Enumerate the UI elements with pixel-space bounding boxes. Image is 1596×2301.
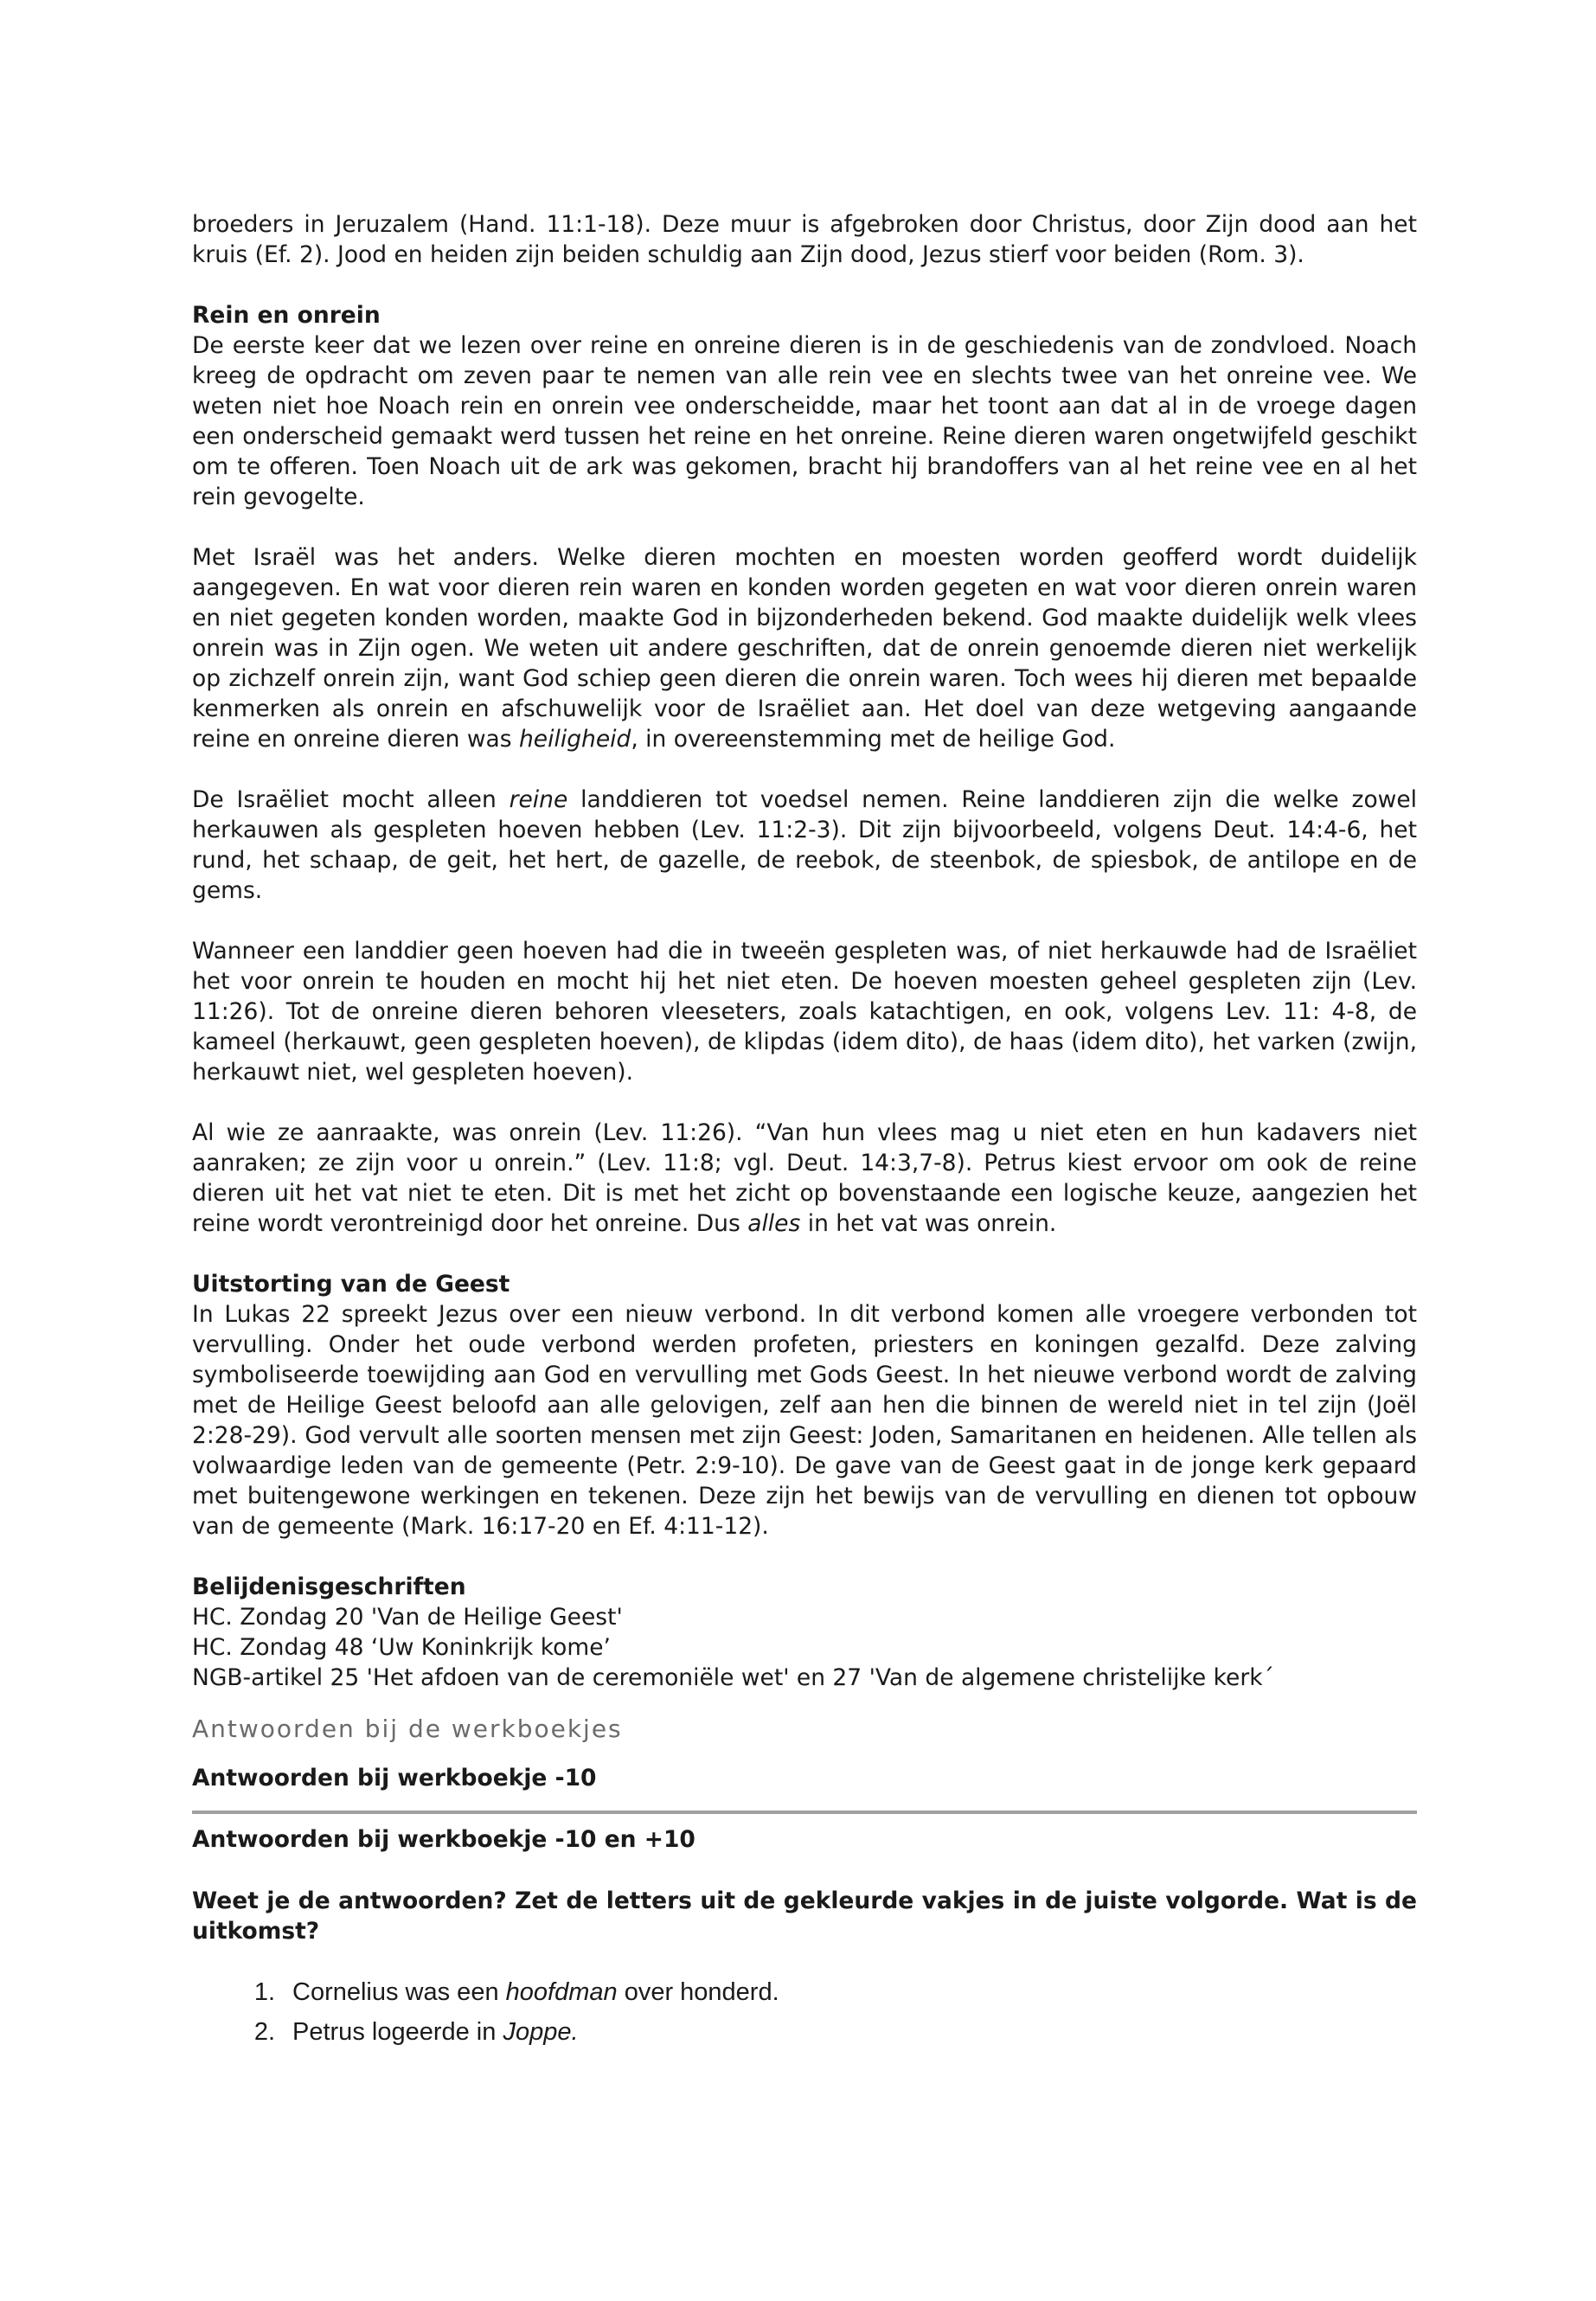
heading-rein-en-onrein: Rein en onrein [192, 302, 381, 329]
rein-paragraph-1: De eerste keer dat we lezen over reine en onreine dieren is in de geschiedenis van de zondvloed. Noach kreeg de opdracht om zeven paar te nemen van alle rein vee en slechts twee van het onreine vee. We weten niet hoe Noach rein en onrein vee onderscheidde, maar het toont aan dat al in de vroege dagen een onderscheid gemaakt werd tussen het reine en het onreine. Reine dieren waren ongetwijfeld geschikt om te offeren. Toen Noach uit de ark was gekomen, bracht hij brandoffers van al het reine vee en al het rein gevogelte. [192, 332, 1417, 510]
rein-paragraph-2: Met Israël was het anders. Welke dieren mochten en moesten worden geofferd wordt duidelijk aangegeven. En wat voor dieren rein waren en konden worden gegeten en wat voor dieren onrein waren en niet gegeten konden worden, maakte God in bijzonderheden bekend. God maakte duidelijk welk vlees onrein was in Zijn ogen. We weten uit andere geschriften, dat de onrein genoemde dieren niet werkelijk op zichzelf onrein zijn, want God schiep geen dieren die onrein waren. Toch wees hij dieren met bepaalde kenmerken als onrein en afschuwelijk voor de Israëliet aan. Het doel van deze wetgeving aangaande reine en onreine dieren was heiligheid, in overeenstemming met de heilige God. [192, 544, 1417, 753]
rein-paragraph-5: Al wie ze aanraakte, was onrein (Lev. 11:26). “Van hun vlees mag u niet eten en hun kadavers niet aanraken; ze zijn voor u onrein.” (Lev. 11:8; vgl. Deut. 14:3,7-8). Petrus kiest ervoor om ook de reine dieren uit het vat niet te eten. Dit is met het zicht op bovenstaande een logische keuze, aangezien het reine wordt verontreinigd door het onreine. Dus alles in het vat was onrein. [192, 1119, 1417, 1237]
list-item: 2. Petrus logeerde in Joppe. [253, 2018, 579, 2046]
question-text: Weet je de antwoorden? Zet de letters uit de gekleurde vakjes in de juiste volgorde. Wat is de uitkomst? [192, 1888, 1417, 1945]
section-title-antwoorden: Antwoorden bij de werkboekjes [192, 1715, 623, 1743]
subheading-werkboekje-min10: Antwoorden bij werkboekje -10 [192, 1765, 597, 1791]
intro-paragraph: broeders in Jeruzalem (Hand. 11:1-18). Deze muur is afgebroken door Christus, door Zijn dood aan het kruis (Ef. 2). Jood en heiden zijn beiden schuldig aan Zijn dood, Jezus stierf voor beiden (Rom. 3). [192, 211, 1417, 268]
heading-uitstorting-geest: Uitstorting van de Geest [192, 1271, 510, 1298]
list-item: 1. Cornelius was een hoofdman over honderd. [253, 1978, 779, 2006]
belijdenis-line: NGB-artikel 25 'Het afdoen van de ceremoniële wet' en 27 'Van de algemene christelijke kerk´ [192, 1664, 1274, 1691]
subheading-werkboekje-min10-plus10: Antwoorden bij werkboekje -10 en +10 [192, 1826, 695, 1853]
rein-paragraph-3: De Israëliet mocht alleen reine landdieren tot voedsel nemen. Reine landdieren zijn die welke zowel herkauwen als gespleten hoeven hebben (Lev. 11:2-3). Dit zijn bijvoorbeeld, volgens Deut. 14:4-6, het rund, het schaap, de geit, het hert, de gazelle, de reebok, de steenbok, de spiesbok, de antilope en de gems. [192, 786, 1417, 904]
belijdenis-line: HC. Zondag 20 'Van de Heilige Geest' [192, 1604, 623, 1631]
rein-paragraph-4: Wanneer een landdier geen hoeven had die in tweeën gespleten was, of niet herkauwde had de Israëliet het voor onrein te houden en mocht hij het niet eten. De hoeven moesten geheel gespleten zijn (Lev. 11:26). Tot de onreine dieren behoren vleeseters, zoals katachtigen, en ook, volgens Lev. 11: 4-8, de kameel (herkauwt, geen gespleten hoeven), de klipdas (idem dito), de haas (idem dito), het varken (zwijn, herkauwt niet, wel gespleten hoeven). [192, 938, 1417, 1086]
document-body [192, 209, 1417, 2052]
answer-list [192, 1972, 1417, 2052]
heading-belijdenisgeschriften: Belijdenisgeschriften [192, 1574, 466, 1600]
geest-paragraph: In Lukas 22 spreekt Jezus over een nieuw verbond. In dit verbond komen alle vroegere verbonden tot vervulling. Onder het oude verbond werden profeten, priesters en koningen gezalfd. Deze zalving symboliseerde toewijding aan God en vervulling met Gods Geest. In het nieuwe verbond wordt de zalving met de Heilige Geest beloofd aan alle gelovigen, zelf aan hen die binnen de wereld niet in tel zijn (Joël 2:28-29). God vervult alle soorten mensen met zijn Geest: Joden, Samaritanen en heidenen. Alle tellen als volwaardige leden van de gemeente (Petr. 2:9-10). De gave van de Geest gaat in de jonge kerk gepaard met buitengewone werkingen en tekenen. Deze zijn het bewijs van de vervulling en dienen tot opbouw van de gemeente (Mark. 16:17-20 en Ef. 4:11-12). [192, 1301, 1417, 1540]
horizontal-rule [192, 1811, 1417, 1814]
belijdenis-line: HC. Zondag 48 ‘Uw Koninkrijk kome’ [192, 1634, 611, 1661]
